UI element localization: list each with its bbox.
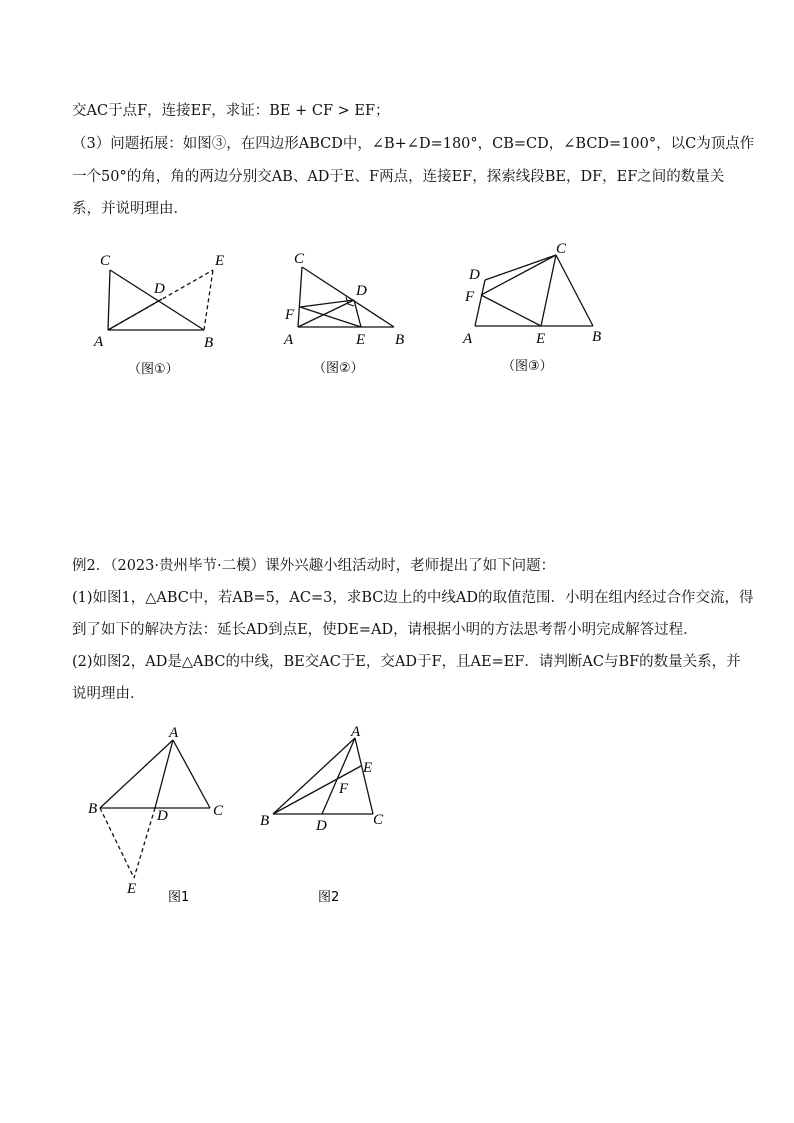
label-C: C <box>100 253 111 269</box>
label-B: B <box>260 813 270 829</box>
label-C: C <box>294 251 305 267</box>
label-F: F <box>285 307 295 323</box>
problem-line-1: 交AC于点F，连接EF，求证：BE + CF > EF； <box>72 103 390 119</box>
label-E: E <box>363 760 373 776</box>
caption-fig2: （图②） <box>313 361 364 376</box>
label-B: B <box>204 335 214 351</box>
figure-2-bottom <box>255 720 405 910</box>
label-C: C <box>213 803 224 819</box>
example2-line-1: 例2．（2023·贵州毕节·二模）课外兴趣小组活动时，老师提出了如下问题： <box>72 558 556 574</box>
caption-bottom-fig1: 图1 <box>168 890 190 905</box>
example2-line-5: 说明理由． <box>72 686 145 702</box>
label-C: C <box>556 241 567 257</box>
label-E: E <box>356 332 366 348</box>
label-E: E <box>127 881 137 897</box>
label-B: B <box>395 332 405 348</box>
problem-line-2: （3）问题拓展：如图③，在四边形ABCD中，∠B+∠D=180°，CB=CD，∠BCD=100°，以C为顶点作 <box>72 136 755 152</box>
label-D: D <box>316 818 327 834</box>
label-A: A <box>351 724 361 740</box>
figure-1-bottom <box>80 720 240 910</box>
label-F: F <box>465 289 475 305</box>
problem-line-3: 一个50°的角，角的两边分别交AB、AD于E、F两点，连接EF，探索线段BE，DF，EF之间的数量关 <box>72 169 725 185</box>
figure-2-top <box>278 245 418 380</box>
example2-line-4: (2)如图2，AD是△ABC的中线，BE交AC于E，交AD于F，且AE=EF．请判断AC与BF的数量关系，并 <box>72 654 741 670</box>
label-A: A <box>94 334 104 350</box>
label-A: A <box>169 725 179 741</box>
label-F: F <box>339 781 349 797</box>
label-E: E <box>536 331 546 347</box>
label-D: D <box>157 808 168 824</box>
label-C: C <box>373 812 384 828</box>
label-B: B <box>592 329 602 345</box>
label-D: D <box>356 283 367 299</box>
figure-1-top <box>88 245 248 380</box>
label-D: D <box>469 267 480 283</box>
problem-line-4: 系，并说明理由． <box>72 201 188 217</box>
figure-3-top <box>455 235 620 380</box>
label-E: E <box>215 253 225 269</box>
label-A: A <box>284 332 294 348</box>
label-D: D <box>154 281 165 297</box>
example2-line-2: (1)如图1，△ABC中，若AB=5，AC=3，求BC边上的中线AD的取值范围．小明在组内经过合作交流，得 <box>72 590 754 606</box>
label-B: B <box>88 801 98 817</box>
caption-fig1: （图①） <box>128 362 179 377</box>
label-A: A <box>463 331 473 347</box>
caption-fig3: （图③） <box>502 359 553 374</box>
example2-line-3: 到了如下的解决方法：延长AD到点E，使DE=AD，请根据小明的方法思考帮小明完成解答过程． <box>72 622 698 638</box>
caption-bottom-fig2: 图2 <box>318 890 340 905</box>
